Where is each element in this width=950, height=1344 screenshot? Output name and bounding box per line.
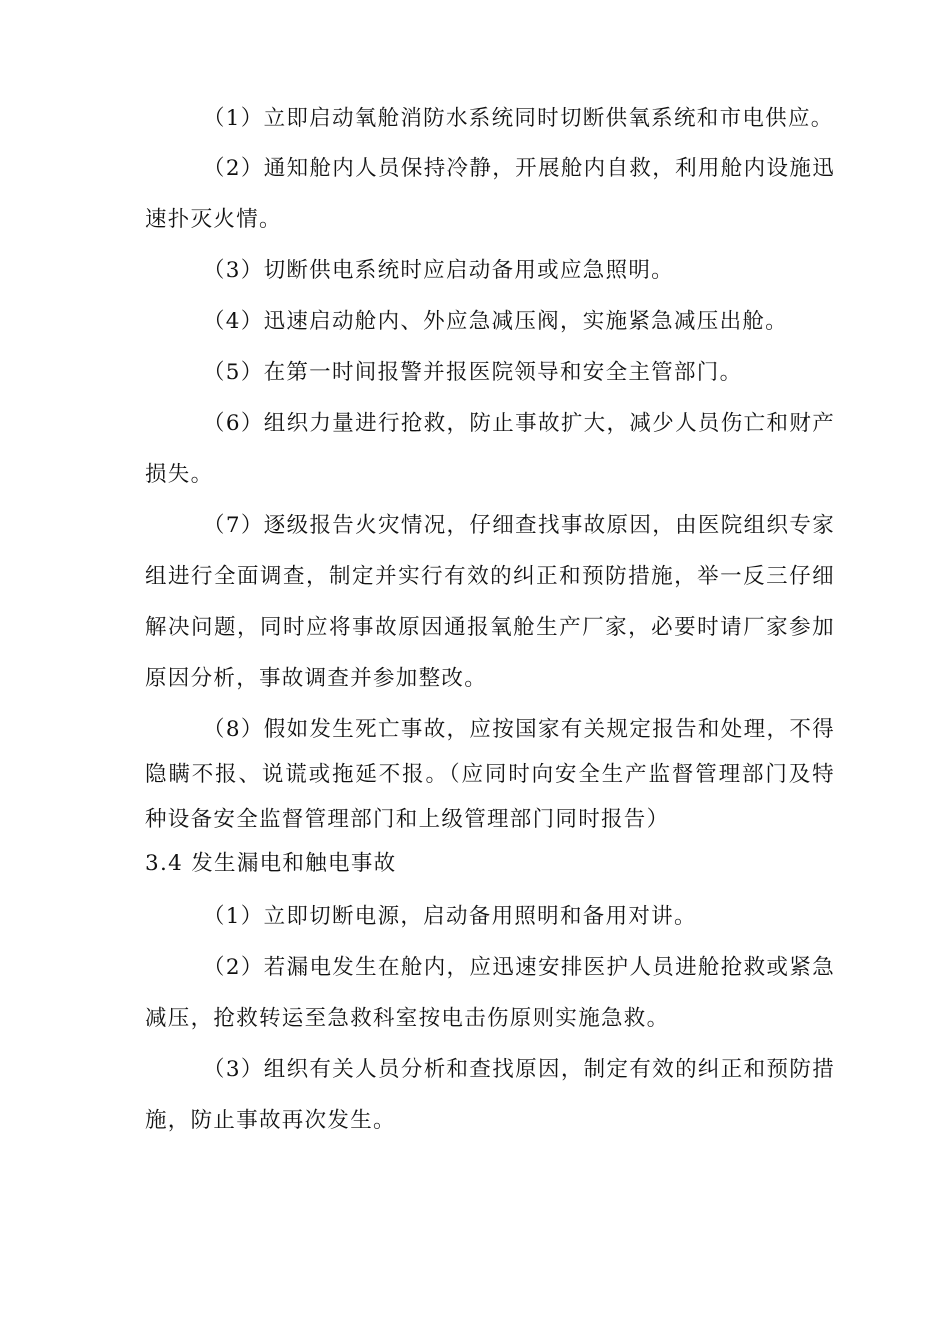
section-paragraph-1: （1）立即切断电源，启动备用照明和备用对讲。 — [203, 904, 697, 929]
paragraph-1: （1）立即启动氧舱消防水系统同时切断供氧系统和市电供应。 — [203, 106, 834, 131]
paragraph-2: （2）通知舱内人员保持冷静，开展舱内自救，利用舱内设施迅速扑灭火情。 — [145, 156, 835, 232]
section-paragraph-3: （3）组织有关人员分析和查找原因，制定有效的纠正和预防措施，防止事故再次发生。 — [145, 1057, 835, 1133]
paragraph-7: （7）逐级报告火灾情况，仔细查找事故原因，由医院组织专家组进行全面调查，制定并实行有效的纠正和预防措施，举一反三仔细解决问题，同时应将事故原因通报氧舱生产厂家，必要时请厂家参加原因分析，事故调查并参加整改。 — [145, 513, 835, 691]
section-heading: 3.4 发生漏电和触电事故 — [145, 851, 397, 876]
paragraph-3: （3）切断供电系统时应启动备用或应急照明。 — [203, 258, 674, 283]
document-body — [145, 104, 835, 1146]
paragraph-8: （8）假如发生死亡事故，应按国家有关规定报告和处理，不得隐瞒不报、说谎或拖延不报。（应同时向安全生产监督管理部门及特种设备安全监督管理部门和上级管理部门同时报告） — [145, 717, 835, 832]
paragraph-5: （5）在第一时间报警并报医院领导和安全主管部门。 — [203, 360, 743, 385]
section-paragraph-2: （2）若漏电发生在舱内，应迅速安排医护人员进舱抢救或紧急减压，抢救转运至急救科室按电击伤原则实施急救。 — [145, 955, 835, 1031]
paragraph-4: （4）迅速启动舱内、外应急减压阀，实施紧急减压出舱。 — [203, 309, 788, 334]
paragraph-6: （6）组织力量进行抢救，防止事故扩大，减少人员伤亡和财产损失。 — [145, 411, 835, 487]
